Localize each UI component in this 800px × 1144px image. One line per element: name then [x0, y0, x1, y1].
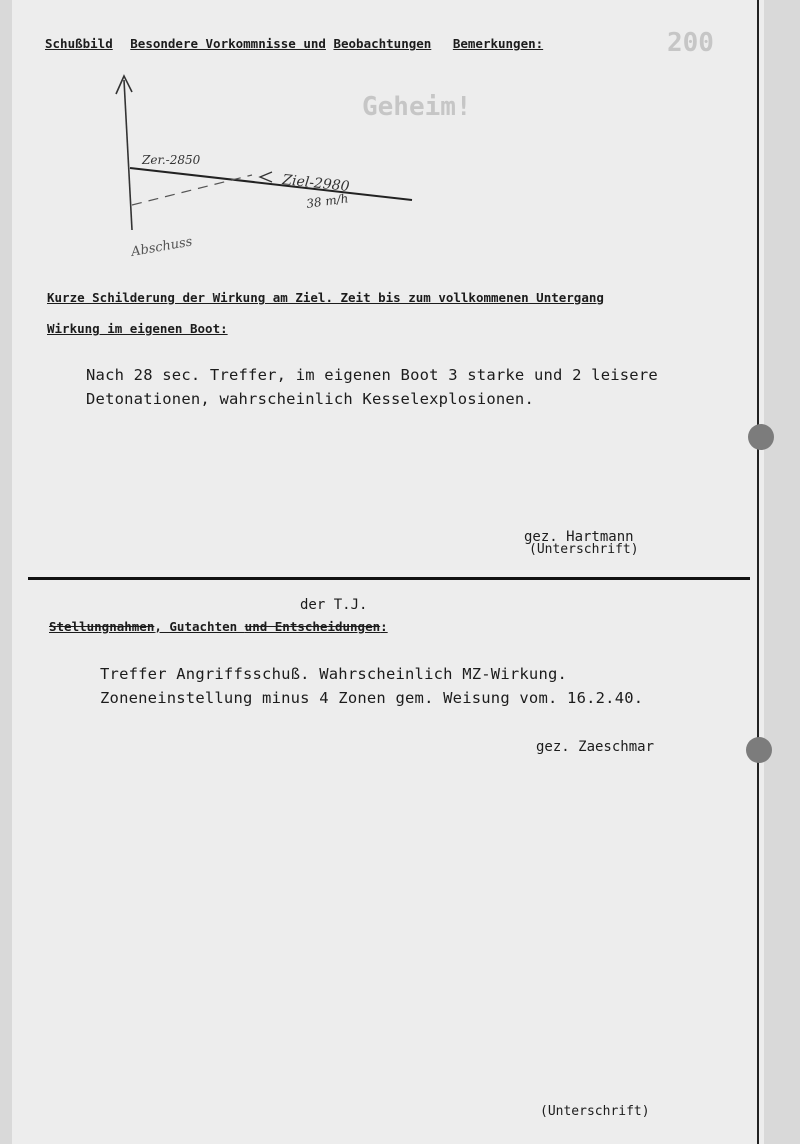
sketch-left-label: Zer.-2850: [142, 153, 201, 167]
heading-struck-entscheidungen: und Entscheidungen: [244, 619, 381, 634]
punch-hole-top: [748, 424, 774, 450]
stellungnahme-signature-caption: (Unterschrift): [540, 1104, 650, 1119]
wirkung-heading: Kurze Schilderung der Wirkung am Ziel. Zeit bis zum vollkommenen Untergang: [47, 290, 604, 305]
header-bemerkungen: Bemerkungen:: [452, 36, 544, 51]
ghost-stamp: Geheim!: [362, 92, 472, 122]
wirkung-signature: gez. Hartmann: [524, 529, 634, 545]
header-schussbild: Schußbild: [45, 36, 113, 51]
sketch-speed-label: 38 m/h: [305, 191, 350, 211]
section-divider: [28, 577, 750, 580]
sketch-arrow-marker: [260, 172, 272, 182]
wirkung-text-line-1: Nach 28 sec. Treffer, im eigenen Boot 3 starke und 2 leisere: [86, 366, 658, 384]
wirkung-eigenes-boot-heading: Wirkung im eigenen Boot:: [47, 321, 228, 336]
sketch-north-arrow-line: [124, 80, 132, 230]
heading-gutachten: , Gutachten: [154, 619, 245, 634]
document-page: [12, 0, 764, 1144]
header-besondere: Besondere Vorkommnisse und: [130, 36, 326, 51]
ghost-page-number: 200: [667, 28, 714, 58]
header-beobachtungen: Beobachtungen: [333, 36, 432, 51]
right-margin-line: [757, 0, 759, 1144]
wirkung-text-line-2: Detonationen, wahrscheinlich Kesselexplosionen.: [86, 390, 534, 408]
stellungnahme-heading: [49, 619, 388, 634]
sketch-dashed-track: [132, 175, 252, 205]
stellungnahme-prefix: der T.J.: [300, 597, 368, 613]
shot-sketch: [102, 60, 522, 260]
wirkung-signature-caption: (Unterschrift): [529, 542, 639, 557]
stellungnahme-text-line-1: Treffer Angriffsschuß. Wahrscheinlich MZ-Wirkung.: [100, 665, 568, 683]
heading-struck-stellungnahmen: Stellungnahmen: [49, 619, 155, 634]
stellungnahme-text-line-2: Zoneneinstellung minus 4 Zonen gem. Weisung vom. 16.2.40.: [100, 689, 644, 707]
sketch-bottom-label: Abschuss: [130, 234, 194, 260]
header-line: [45, 36, 543, 51]
stellungnahme-signature: gez. Zaeschmar: [536, 739, 655, 755]
heading-colon: :: [380, 619, 388, 634]
punch-hole-bottom: [746, 737, 772, 763]
sketch-right-label: Ziel-2980: [281, 172, 351, 196]
